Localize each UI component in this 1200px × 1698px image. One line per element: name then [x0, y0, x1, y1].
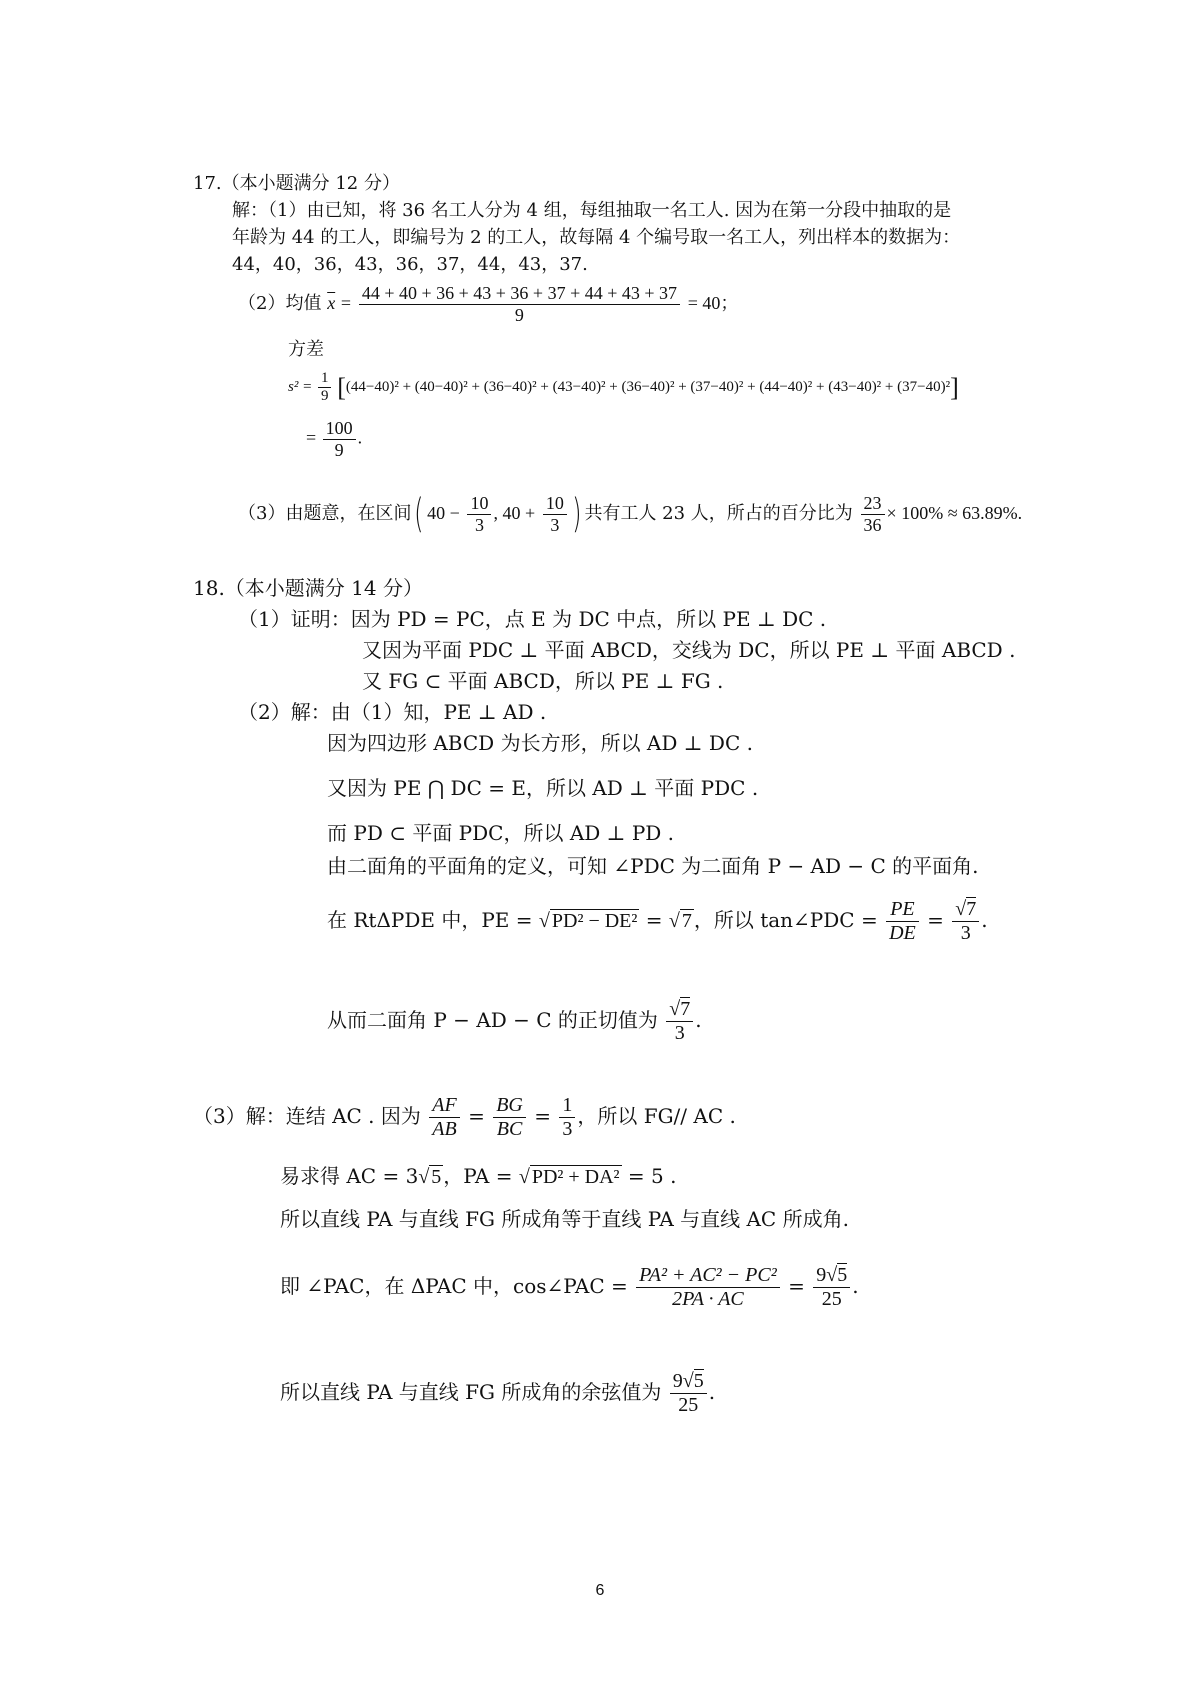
- q18-frac-tan-value: $\frac{√7}{3}$: [666, 998, 693, 1045]
- q18-line11-b: ，PA =: [443, 1164, 513, 1188]
- q18-line4: （2）解：由（1）知，PE ⊥ AD .: [238, 700, 547, 724]
- q18-line13-end: .: [852, 1274, 859, 1298]
- q18-sqrt7: √ 7: [668, 910, 692, 932]
- q18-line11-c: = 5 .: [627, 1164, 677, 1188]
- q17-part1-line2: 年龄为 44 的工人，即编号为 2 的工人，故每隔 4 个编号取一名工人，列出样本的数据为：: [232, 227, 961, 248]
- q17-mean-label: （2）均值: [238, 293, 322, 315]
- q17-part3-text-a: （3）由题意，在区间: [238, 503, 412, 524]
- q18-part3-b: ，所以 FG// AC .: [577, 1104, 736, 1128]
- q17-variance-formula: s² = $\frac{1}{9}$ [(44−40)² + (40−40)² + (36−40)² + (43−40)² + (36−40)² + (37−40)² + (44−40)² + (43−40)² + (37−40)²]: [288, 370, 959, 405]
- q18-frac-bg: BG: [493, 1094, 526, 1118]
- q17-variance-result: [306, 418, 362, 460]
- q17-xbar: $\overline{x}$: [327, 293, 336, 314]
- q18-cos-value-rad: 5: [837, 1264, 848, 1286]
- q18-frac-tan-value-n: 7: [680, 998, 691, 1020]
- q18-line14-end: .: [708, 1380, 716, 1404]
- q18-line7: 而 PD ⊂ 平面 PDC，所以 AD ⊥ PD .: [327, 821, 675, 845]
- q18-part3-eq2: =: [534, 1104, 551, 1128]
- q17-variance-coef: [318, 370, 332, 406]
- q17-variance-lhs: s² =: [288, 379, 313, 396]
- q18-cos-denominator: 2PA · AC: [672, 1288, 744, 1310]
- page-number: 6: [595, 1582, 605, 1599]
- q18-answer-coef: 9: [672, 1370, 683, 1392]
- q17-percent-result: × 100% ≈ 63.89%.: [886, 503, 1023, 523]
- q18-line13: 即 ∠PAC，在 ΔPAC 中，cos∠PAC = $\frac{\text{PA² + AC² − PC²}}{2PA \cdot AC}$ = $\frac{9√5}{25}$ .: [280, 1264, 859, 1310]
- q18-line5: 因为四边形 ABCD 为长方形，所以 AD ⊥ DC .: [327, 731, 753, 755]
- q18-frac-af: AF: [429, 1094, 459, 1118]
- q17-variance-coef-d: 9: [320, 388, 329, 405]
- q18-frac-pe: PE: [886, 898, 919, 922]
- q18-frac-tan-d: 3: [960, 922, 971, 944]
- q18-answer-d: 25: [678, 1394, 699, 1416]
- q18-line10-a: 从而二面角 P − AD − C 的正切值为: [327, 1008, 658, 1032]
- q18-line8: 由二面角的平面角的定义，可知 ∠PDC 为二面角 P − AD − C 的平面角.: [327, 854, 979, 878]
- q17-interval-frac-n: 10: [467, 493, 491, 515]
- q18-frac-tan: $\frac{√7}{3}$: [952, 898, 979, 945]
- q17-percent-n: 23: [861, 493, 885, 515]
- q17-mean-numerator: 44 + 40 + 36 + 43 + 36 + 37 + 44 + 43 + 37: [359, 283, 680, 305]
- q18-sqrt-pd-de: √ PD² − DE²: [538, 910, 638, 932]
- q17-part1-line1: 解：（1）由已知，将 36 名工人分为 4 组，每组抽取一名工人. 因为在第一分段中抽取的是: [232, 200, 952, 221]
- q18-frac-bc: BC: [496, 1118, 523, 1140]
- q18-line14-a: 所以直线 PA 与直线 FG 所成角的余弦值为: [280, 1380, 662, 1404]
- q18-line2: 又因为平面 PDC ⊥ 平面 ABCD，交线为 DC，所以 PE ⊥ 平面 ABCD .: [362, 638, 1016, 662]
- q17-part3-text-b: 共有工人 23 人，所占的百分比为: [584, 503, 853, 524]
- q18-line10-end: .: [695, 1008, 702, 1032]
- q18-line12: 所以直线 PA 与直线 FG 所成角等于直线 PA 与直线 AC 所成角.: [280, 1207, 849, 1231]
- q17-variance-label: 方差: [288, 339, 324, 360]
- q17-interval-frac2-d: 3: [550, 514, 560, 535]
- q18-line10: [327, 998, 702, 1045]
- q17-variance-result-end: .: [357, 427, 363, 448]
- q17-variance-result-n: 100: [323, 418, 356, 440]
- q17-part1-data: 44，40，36，43，36，37，44，43，37.: [232, 254, 588, 275]
- q18-cos-value-coef: 9: [816, 1264, 827, 1286]
- q18-cos-value-d: 25: [821, 1288, 842, 1310]
- q18-frac-one: 1: [559, 1094, 575, 1118]
- q17-variance-body: (44−40)² + (40−40)² + (36−40)² + (43−40)² + (36−40)² + (37−40)² + (44−40)² + (43−40)² + (37−40)²: [345, 379, 951, 396]
- q17-percent-d: 36: [863, 514, 882, 535]
- q18-line13-a: 即 ∠PAC，在 ΔPAC 中，cos∠PAC =: [280, 1274, 628, 1298]
- q17-mean-line: （2）均值 $\overline{x}$ = $\frac{44 + 40 + 36 + 43 + 36 + 37 + 44 + 43 + 37}{9}$ = 40；: [238, 283, 739, 325]
- q18-line11-a: 易求得 AC = 3: [280, 1164, 419, 1188]
- q18-line9-c: ，所以 tan∠PDC =: [693, 908, 878, 932]
- q18-line14: 所以直线 PA 与直线 FG 所成角的余弦值为 $\frac{9√5}{25}$ .: [280, 1370, 716, 1416]
- q18-part3-line: [193, 1094, 736, 1141]
- q17-variance-coef-n: 1: [318, 370, 332, 388]
- q17-mean-result: = 40；: [687, 293, 739, 314]
- q17-interval-frac2-n: 10: [543, 493, 567, 515]
- q18-frac-tan-value-d: 3: [674, 1022, 685, 1044]
- q18-frac-ab: AB: [432, 1118, 457, 1140]
- q18-sqrt7-body: 7: [681, 910, 692, 932]
- q18-sqrt-pd-de-body: PD² − DE²: [551, 910, 638, 932]
- q17-header: 17.（本小题满分 12 分）: [193, 173, 400, 194]
- q18-part3-a: （3）解：连结 AC . 因为: [193, 1104, 421, 1128]
- q17-mean-denominator: 9: [514, 304, 524, 325]
- q17-variance-result-d: 9: [334, 439, 344, 460]
- q18-line3: 又 FG ⊂ 平面 ABCD，所以 PE ⊥ FG .: [362, 669, 724, 693]
- q18-part3-eq1: =: [468, 1104, 485, 1128]
- q17-interval-left: 40 −: [427, 503, 460, 523]
- q18-line9-eq: =: [645, 908, 663, 932]
- q18-line6: 又因为 PE ⋂ DC = E，所以 AD ⊥ 平面 PDC .: [327, 776, 759, 800]
- q17-mean-fraction: [359, 283, 680, 325]
- q18-answer-rad: 5: [693, 1370, 704, 1392]
- q18-line9-eq2: =: [927, 908, 944, 932]
- q18-cos-numerator: PA² + AC² − PC²: [636, 1264, 780, 1288]
- q17-interval-frac-d: 3: [474, 514, 484, 535]
- q18-line9: [327, 898, 988, 945]
- q18-header: 18.（本小题满分 14 分）: [193, 576, 423, 600]
- q17-interval-right: , 40 +: [493, 503, 536, 523]
- q18-line13-eq: =: [788, 1274, 805, 1298]
- q18-frac-de: DE: [889, 922, 916, 944]
- q18-sqrt-pd-da: PD² + DA²: [531, 1166, 620, 1188]
- q18-frac-pe-de: [886, 898, 919, 945]
- q18-frac-tan-n: 7: [966, 898, 977, 920]
- q17-variance-eq: =: [306, 427, 317, 448]
- q18-line1: （1）证明：因为 PD = PC，点 E 为 DC 中点，所以 PE ⊥ DC .: [238, 607, 827, 631]
- q18-line9-end: .: [981, 908, 988, 932]
- q18-line11: 易求得 AC = 3√ 5 ，PA = √ PD² + DA² = 5 .: [280, 1164, 677, 1188]
- q17-part3-line: （3）由题意，在区间( 40 − $\frac{10}{3}$ , 40 + $\frac{10}{3}$ ) 共有工人 23 人，所占的百分比为 $\frac{23}{36}$ × 100% ≈ 63.89%.: [238, 491, 1023, 537]
- q18-sqrt5: 5: [431, 1166, 442, 1188]
- q18-line9-a: 在 RtΔPDE 中，PE =: [327, 908, 533, 932]
- q18-frac-three: 3: [562, 1118, 573, 1140]
